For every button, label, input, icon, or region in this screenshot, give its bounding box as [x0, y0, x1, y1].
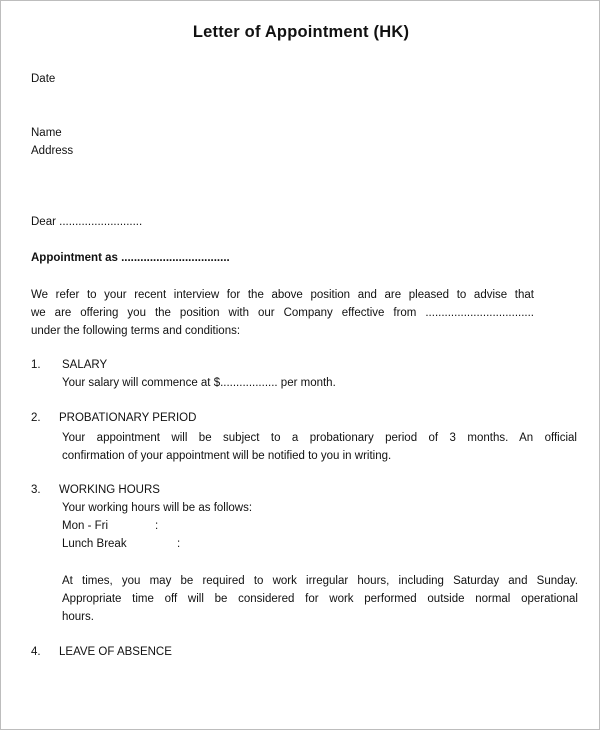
irregular-hours-paragraph — [62, 572, 578, 626]
section-number: 3. — [31, 484, 41, 496]
section-number: 4. — [31, 646, 41, 658]
probation-line: confirmation of your appointment will be notified to you in writing. — [62, 450, 392, 462]
salutation: Dear .......................... — [31, 216, 143, 228]
hours-label-mon-fri: Mon - Fri — [62, 520, 108, 532]
appointment-line: Appointment as .................................. — [31, 252, 230, 264]
section-heading-salary: SALARY — [62, 359, 108, 371]
section-number: 2. — [31, 412, 41, 424]
section-heading-leave: LEAVE OF ABSENCE — [59, 646, 172, 658]
irregular-hours-line: Appropriate time off will be considered for work performed outside normal operational — [62, 593, 578, 605]
hours-label-lunch: Lunch Break — [62, 538, 127, 550]
hours-separator: : — [155, 520, 159, 532]
irregular-hours-line: hours. — [62, 611, 94, 623]
intro-paragraph — [31, 286, 534, 340]
intro-line: we are offering you the position with our Company effective from .................................. — [31, 307, 534, 319]
probation-line: Your appointment will be subject to a probationary period of 3 months. An official — [62, 432, 577, 444]
name-label: Name — [31, 127, 62, 139]
address-label: Address — [31, 145, 74, 157]
section-heading-probation: PROBATIONARY PERIOD — [59, 412, 197, 424]
section-heading-working-hours: WORKING HOURS — [59, 484, 160, 496]
date-label: Date — [31, 73, 56, 85]
hours-separator: : — [177, 538, 181, 550]
intro-line: under the following terms and conditions: — [31, 325, 241, 337]
probation-paragraph — [62, 429, 577, 465]
intro-line: We refer to your recent interview for the above position and are pleased to advise that — [31, 289, 534, 301]
irregular-hours-line: At times, you may be required to work irregular hours, including Saturday and Sunday. — [62, 575, 578, 587]
salary-text: Your salary will commence at $.................. per month. — [62, 377, 336, 389]
section-number: 1. — [31, 359, 41, 371]
working-hours-intro: Your working hours will be as follows: — [62, 502, 253, 514]
letter-title: Letter of Appointment (HK) — [192, 23, 410, 41]
